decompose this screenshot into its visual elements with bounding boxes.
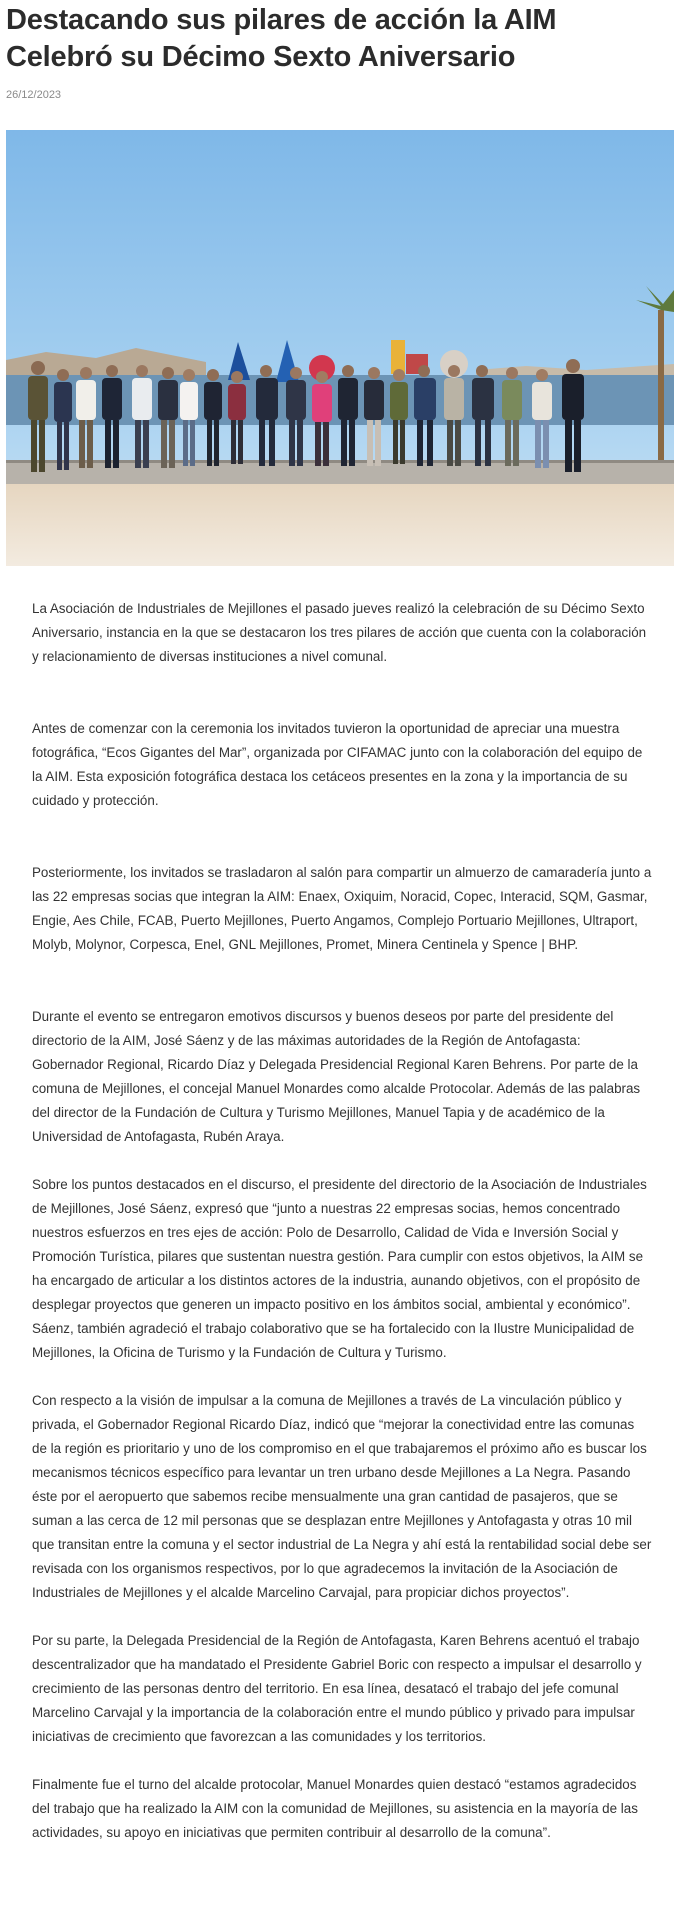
article-title: [6, 2, 646, 76]
article-paragraph: Finalmente fue el turno del alcalde protocolar, Manuel Monardes quien destacó “estamos agradecidos del trabajo que ha realizado la AIM con la comunidad de Mejillones, su asistencia en la mayoría de las actividades, su apoyo en iniciativas que permiten contribuir al desarrollo de la comuna”.: [32, 1777, 638, 1840]
article-paragraph: Sobre los puntos destacados en el discurso, el presidente del directorio de la Asociación de Industriales de Mejillones, José Sáenz, expresó que “junto a nuestras 22 empresas socias, hemos concentrado nuestros esfuerzos en tres ejes de acción: Polo de Desarrollo, Calidad de Vida e Inversión Social y Promoción Turística, pilares que sustentan nuestra gestión. Para cumplir con estos objetivos, la AIM se ha encargado de articular a los distintos actores de la industria, aunando objetivos, con el propósito de desplegar proyectos que generen un impacto positivo en los ámbitos social, ambiental y económico”.: [32, 1177, 647, 1312]
publish-date: 26/12/2023: [6, 89, 62, 101]
group-photo-icon: [6, 130, 674, 566]
article-paragraph: Posteriormente, los invitados se trasladaron al salón para compartir un almuerzo de camaradería junto a las 22 empresas socias que integran la AIM: Enaex, Oxiquim, Noracid, Copec, Interacid, SQM, Gasmar, Engie, Aes Chile, FCAB, Puerto Mejillones, Puerto Angamos, Complejo Portuario Mejillones, Ultraport, Molyb, Molynor, Corpesca, Enel, GNL Mejillones, Promet, Minera Centinela y Spence | BHP.: [32, 865, 652, 952]
article-paragraph: Sáenz, también agradeció el trabajo colaborativo que se ha fortalecido con la Ilustre Municipalidad de Mejillones, la Oficina de Turismo y la Fundación de Cultura y Turismo.: [32, 1321, 635, 1360]
article-body: [32, 597, 652, 1845]
article-title-line-2: Celebró su Décimo Sexto Aniversario: [6, 41, 516, 73]
article-paragraph: Durante el evento se entregaron emotivos discursos y buenos deseos por parte del presidente del directorio de la AIM, José Sáenz y de las máximas autoridades de la Región de Antofagasta: Gobernador Regional, Ricardo Díaz y Delegada Presidencial Regional Karen Behrens. Por parte de la comuna de Mejillones, el concejal Manuel Monardes como alcalde Protocolar. Además de las palabras del director de la Fundación de Cultura y Turismo Mejillones, Manuel Tapia y de académico de la Universidad de Antofagasta, Rubén Araya.: [32, 1009, 641, 1144]
article-title-line-1: Destacando sus pilares de acción la AIM: [6, 4, 557, 36]
article-paragraph: La Asociación de Industriales de Mejillones el pasado jueves realizó la celebración de su Décimo Sexto Aniversario, instancia en la que se destacaron los tres pilares de acción que cuenta con la colaboración y relacionamiento de diversas instituciones a nivel comunal.: [32, 601, 647, 664]
article-paragraph: Antes de comenzar con la ceremonia los invitados tuvieron la oportunidad de apreciar una muestra fotográfica, “Ecos Gigantes del Mar”, organizada por CIFAMAC junto con la colaboración del equipo de la AIM. Esta exposición fotográfica destaca los cetáceos presentes en la zona y la importancia de su cuidado y protección.: [32, 721, 643, 808]
article-paragraph: Con respecto a la visión de impulsar a la comuna de Mejillones a través de La vinculación público y privada, el Gobernador Regional Ricardo Díaz, indicó que “mejorar la conectividad entre las comunas de la región es prioritario y uno de los compromiso en el que trabajaremos el próximo año es buscar los mecanismos técnicos específico para levantar un tren urbano desde Mejillones a La Negra. Pasando éste por el aeropuerto que sabemos recibe mensualmente una gran cantidad de pasajeros, que se suman a las cerca de 12 mil personas que se desplazan entre Mejillones y Antofagasta y otras 10 mil que transitan entre la comuna y el sector industrial de La Negra y ahí está la rentabilidad social debe ser revisada con los organismos respectivos, por lo que agradecemos la invitación de la Asociación de Industriales de Mejillones y el alcalde Marcelino Carvajal, para propiciar dichos proyectos”.: [32, 1393, 652, 1600]
article-paragraph: Por su parte, la Delegada Presidencial de la Región de Antofagasta, Karen Behrens acentuó el trabajo descentralizador que ha mandatado el Presidente Gabriel Boric con respecto a impulsar el desarrollo y crecimiento de las personas dentro del territorio. En esa línea, desatacó el trabajo del jefe comunal Marcelino Carvajal y la importancia de la colaboración entre el mundo público y privado para impulsar iniciativas de crecimiento que favorezcan a las comunidades y los territorios.: [32, 1633, 642, 1744]
